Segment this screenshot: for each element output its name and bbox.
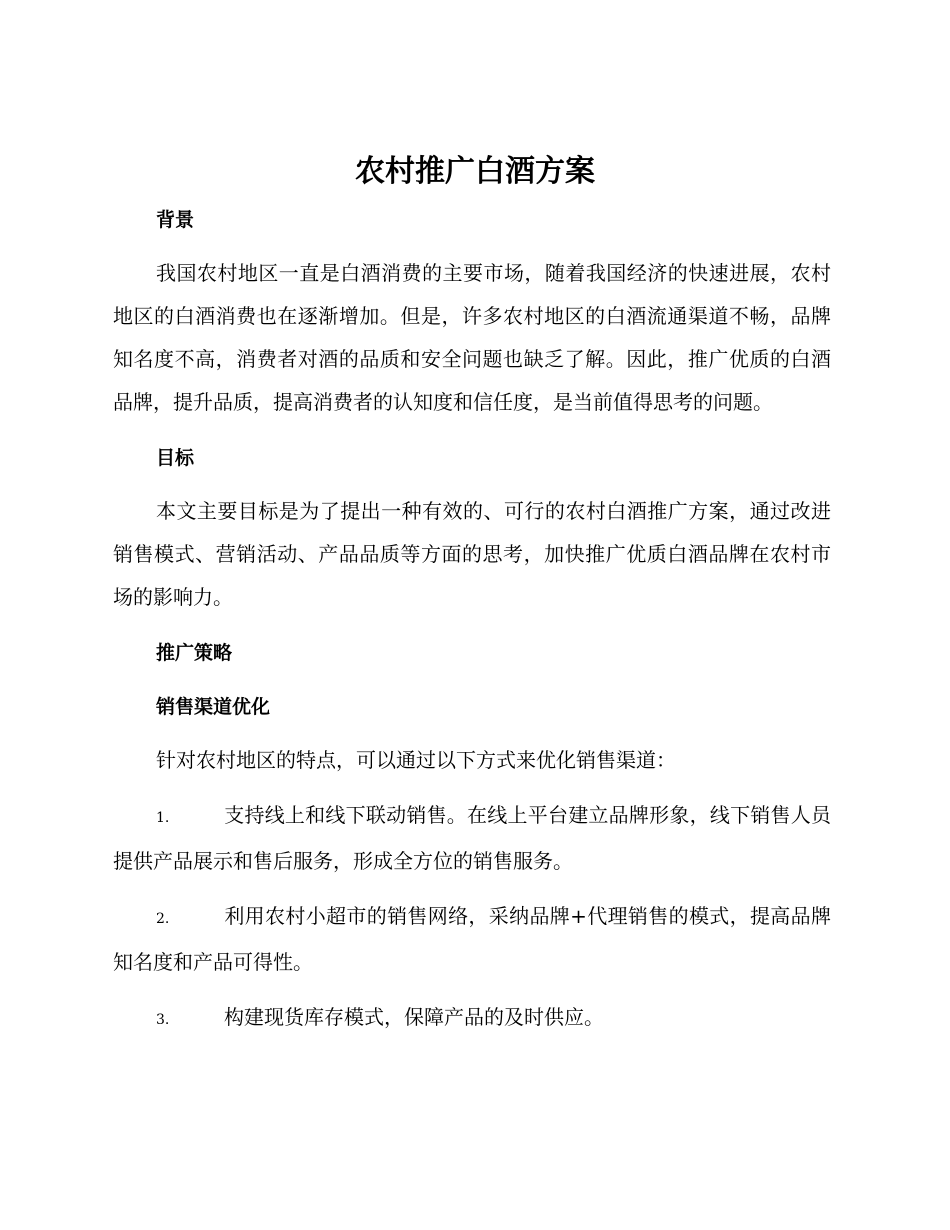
background-paragraph: 我国农村地区一直是白酒消费的主要市场，随着我国经济的快速进展，农村地区的白酒消费也在逐渐增加。但是，许多农村地区的白酒流通渠道不畅，品牌知名度不高，消费者对酒的品质和安全问题也缺乏了解。因此，推广优质的白酒品牌，提升品质，提高消费者的认知度和信任度，是当前值得思考的问题。 xyxy=(113,261,831,414)
document-body xyxy=(113,200,831,1042)
list-item-number: 2. xyxy=(156,911,170,927)
list-item-text: 支持线上和线下联动销售。在线上平台建立品牌形象，线下销售人员提供产品展示和售后服务，形成全方位的销售服务。 xyxy=(113,803,831,873)
list-item-text: 利用农村小超市的销售网络，采纳品牌+代理销售的模式，提高品牌知名度和产品可得性。 xyxy=(113,904,831,974)
list-item xyxy=(113,794,831,883)
list-item xyxy=(113,996,831,1042)
subsection-heading-sales-channel: 销售渠道优化 xyxy=(156,696,271,718)
list-item-text: 构建现货库存模式，保障产品的及时供应。 xyxy=(224,1005,604,1029)
list-item xyxy=(113,895,831,984)
goal-paragraph: 本文主要目标是为了提出一种有效的、可行的农村白酒推广方案，通过改进销售模式、营销活动、产品品质等方面的思考，加快推广优质白酒品牌在农村市场的影响力。 xyxy=(113,499,831,609)
section-heading-strategy: 推广策略 xyxy=(156,642,233,664)
strategy-intro: 针对农村地区的特点，可以通过以下方式来优化销售渠道： xyxy=(156,748,676,772)
document-title: 农村推广白酒方案 xyxy=(355,154,595,189)
list-item-number: 1. xyxy=(156,810,170,826)
section-heading-background: 背景 xyxy=(156,209,195,231)
section-heading-goal: 目标 xyxy=(156,447,195,469)
list-item-number: 3. xyxy=(156,1012,170,1028)
